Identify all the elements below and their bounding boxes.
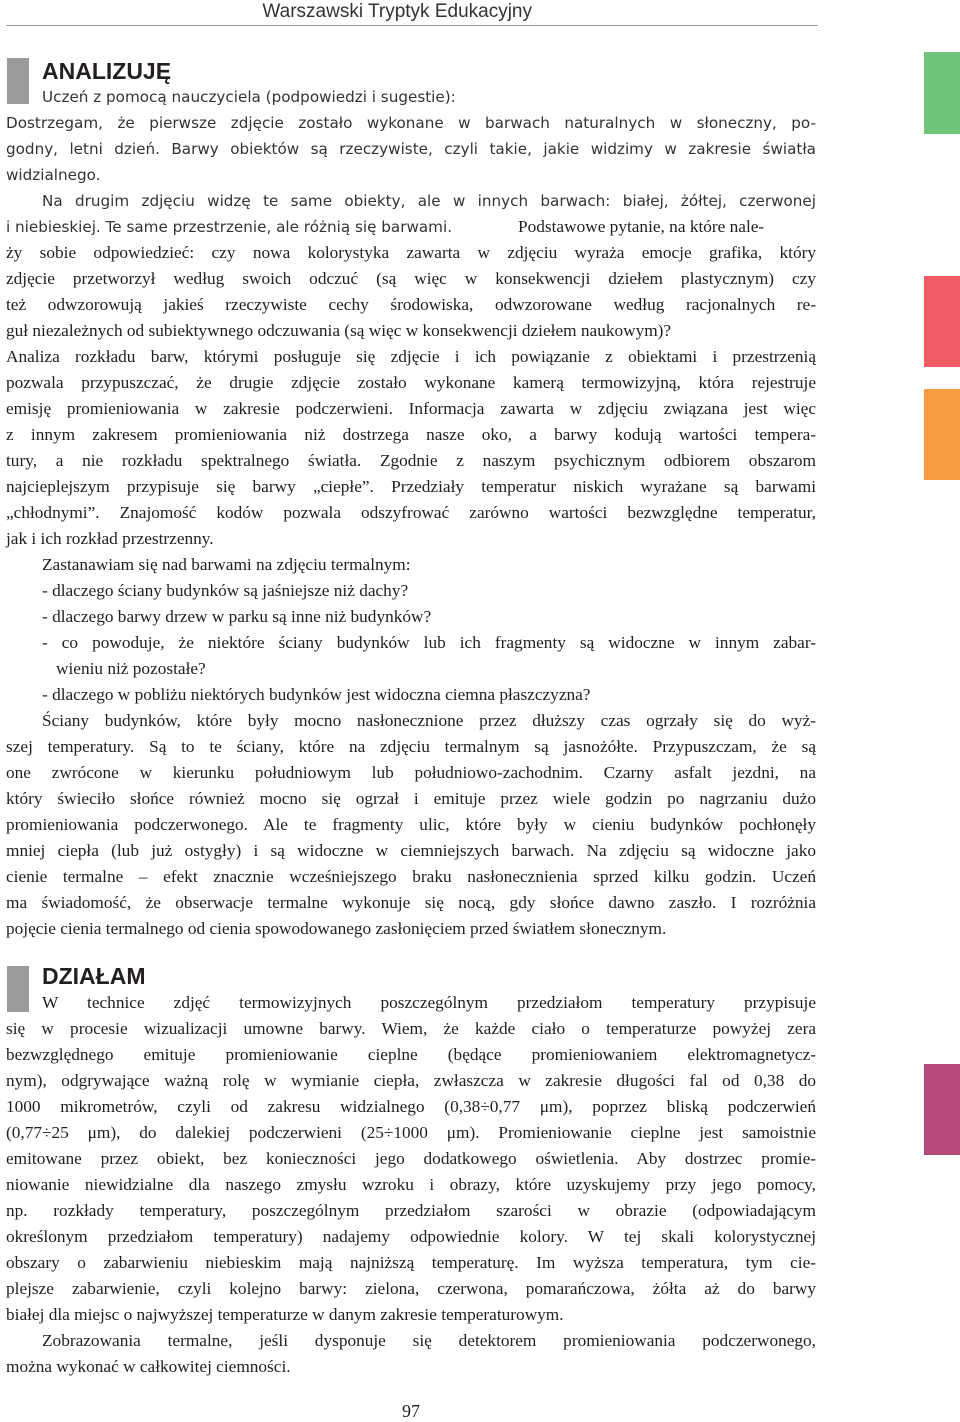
side-tab-red [924, 276, 960, 367]
section-marker [7, 58, 29, 104]
text-line: widzialnego. [6, 166, 101, 184]
text-line: np. rozkłady temperatury, poszczególnym przedziałom szarości w obrazie (odpowiadającym [6, 1201, 816, 1220]
text-line: ma świadomość, że obserwacje termalne wykonuje się nocą, gdy słońce dawno zaszło. I rozróżnia [6, 893, 816, 912]
text-line: 1000 mikrometrów, czyli od zakresu widzialnego (0,38÷0,77 μm), poprzez bliską podczerwień [6, 1097, 816, 1116]
text-line: emitowane przez obiekt, bez konieczności jego dodatkowego oświetlenia. Aby dostrzec promie- [6, 1149, 816, 1168]
text-line: ży sobie odpowiedzieć: czy nowa kolorystyka zawarta w zdjęciu wyraża emocje grafika, który [6, 243, 816, 262]
text-line: - co powoduje, że niektóre ściany budynków lub ich fragmenty są widoczne w innym zabar- [42, 633, 816, 652]
text-line: wieniu niż pozostałe? [56, 659, 206, 678]
walls-explanation-paragraph [6, 708, 816, 942]
text-line: Analiza rozkładu barw, którymi posługuje się zdjęcie i ich powiązanie z obiektami i przestrzenią [6, 347, 816, 366]
question-trees: - dlaczego barwy drzew w parku są inne niż budynków? [42, 607, 432, 626]
analysis-paragraph [6, 344, 816, 552]
page-number: 97 [402, 1401, 420, 1421]
section-heading: DZIAŁAM [42, 963, 146, 989]
side-tab-purple [924, 1064, 960, 1155]
text-line: szej temperatury. Są to te ściany, które na zdjęciu termalnym są jasnożółte. Przypuszczam, że są [6, 737, 816, 756]
text-line: jak i ich rozkład przestrzenny. [6, 529, 214, 548]
text-line: określonym przedziałom temperatury) nadajemy odpowiednie kolory. W tej skali kolorystycznej [6, 1227, 816, 1246]
text-line: emisję promieniowania w zakresie podczerwieni. Informacja zawarta w zdjęciu związana jest więc [6, 399, 816, 418]
text-line: W technice zdjęć termowizyjnych poszczególnym przedziałom temperatury przypisuje [42, 993, 816, 1012]
text-line: cienie termalne – efekt znacznie wcześniejszego braku nasłonecznienia sprzed kilku godzin. Uczeń [6, 867, 816, 886]
text-line: z innym zakresem promieniowania niż dostrzega nasze oko, a barwy kodują wartości tempera- [6, 425, 816, 444]
section-heading: ANALIZUJĘ [42, 58, 172, 84]
text-line: Ściany budynków, które były mocno nasłonecznione przez dłuższy czas ogrzały się do wyż- [42, 711, 816, 730]
text-line: najcieplejszym przypisuje się barwy „ciepłe”. Przedziały temperatur niskich wyrażane są barwami [6, 477, 816, 496]
text-line: Zobrazowania termalne, jeśli dysponuje się detektorem promieniowania podczerwonego, [42, 1331, 816, 1350]
text-line: Dostrzegam, że pierwsze zdjęcie zostało wykonane w barwach naturalnych w słoneczny, po- [6, 114, 816, 132]
text-line: „chłodnymi”. Znajomość kodów pozwala odszyfrować zarówno wartości bezwzględne temperatur, [6, 503, 816, 522]
text-line: Podstawowe pytanie, na które nale- [518, 217, 765, 236]
text-line: guł niezależnych od subiektywnego odczuwania (są więc w konsekwencji dziełem naukowym)? [6, 321, 672, 340]
intro-paragraph [42, 84, 812, 110]
text-line: Na drugim zdjęciu widzę te same obiekty, ale w innych barwach: białej, żółtej, czerwonej [42, 192, 816, 210]
text-line: promieniowania podczerwonego. Ale te fragmenty ulic, które były w cieniu budynków pochłonęły [6, 815, 816, 834]
question-walls: - dlaczego ściany budynków są jaśniejsze niż dachy? [42, 581, 409, 600]
text-line: białej dla miejsc o najwyższej temperaturze w danym zakresie temperaturowym. [6, 1305, 564, 1324]
text-line: one zwrócone w kierunku południowym lub południowo-zachodnim. Czarny asfalt jezdni, na [6, 763, 816, 782]
text-line: pojęcie cienia termalnego od cienia spowodowanego zasłonięciem przed światłem słonecznym. [6, 919, 667, 938]
text-line: mniej ciepła (lub już ostygły) i są widoczne w ciemniejszych barwach. Na zdjęciu są widoczne jako [6, 841, 816, 860]
text-line: można wykonać w całkowitej ciemności. [6, 1357, 291, 1376]
text-line: też odwzorowują jakieś rzeczywiste cechy środowiska, odwzorowane według racjonalnych re- [6, 295, 816, 314]
basic-question-paragraph [518, 214, 816, 240]
text-line: zdjęcie przetworzył według swoich odczuć (są więc w konsekwencji dziełem plastycznym) czy [6, 269, 816, 288]
text-line: plejsze zabarwienie, czyli kolejno barwy: zielona, czerwona, pomarańczowa, żółta aż do barwy [6, 1279, 816, 1298]
text-line: i niebieskiej. Te same przestrzenie, ale różnią się barwami. [6, 218, 453, 236]
text-line: (0,77÷25 μm), do dalekiej podczerwieni (25÷1000 μm). Promieniowanie cieplne jest samoistnie [6, 1123, 816, 1142]
side-tab-green [924, 52, 960, 134]
text-line: niowanie niewidzialne dla naszego zmysłu wzroku i obrazy, które uzyskujemy przy jego pomocy, [6, 1175, 816, 1194]
text-line: pozwala przypuszczać, że drugie zdjęcie zostało wykonane kamerą termowizyjną, która rejestruje [6, 373, 816, 392]
question-dark-plane: - dlaczego w pobliżu niektórych budynków jest widoczna ciemna płaszczyzna? [42, 685, 591, 704]
questions-intro: Zastanawiam się nad barwami na zdjęciu termalnym: [42, 555, 411, 574]
text-line: który świeciło słońce również mocno się ogrzał i emituje przez wiele godzin po nagrzaniu dużo [6, 789, 816, 808]
text-line: Uczeń z pomocą nauczyciela (podpowiedzi i sugestie): [42, 88, 456, 106]
side-tab-orange [924, 389, 960, 480]
basic-question-continuation [6, 240, 816, 344]
text-line: obszary o zabarwieniu niebieskim mają najniższą temperaturę. Im wyższa temperatura, tym cie- [6, 1253, 816, 1272]
thermal-technique-paragraph [6, 990, 816, 1328]
question-fragments [42, 630, 816, 682]
text-line: godny, letni dzień. Barwy obiektów są rzeczywiste, czyli takie, jakie widzimy w zakresie światła [6, 140, 816, 158]
text-line: bezwzględnego emituje promieniowanie cieplne (będące promieniowaniem elektromagnetycz- [6, 1045, 816, 1064]
darkness-paragraph [6, 1328, 816, 1380]
publication-title: Warszawski Tryptyk Edukacyjny [262, 1, 532, 22]
first-photo-paragraph [6, 110, 816, 188]
text-line: tury, a nie rozkładu spektralnego światła. Zgodnie z naszym psychicznym odbiorem obszarom [6, 451, 816, 470]
header-divider [6, 25, 818, 26]
text-line: się w procesie wizualizacji umowne barwy. Wiem, że każde ciało o temperaturze powyżej zera [6, 1019, 816, 1038]
text-line: nym), odgrywające ważną rolę w wymianie ciepła, zwłaszcza w zakresie długości fal od 0,38 do [6, 1071, 816, 1090]
